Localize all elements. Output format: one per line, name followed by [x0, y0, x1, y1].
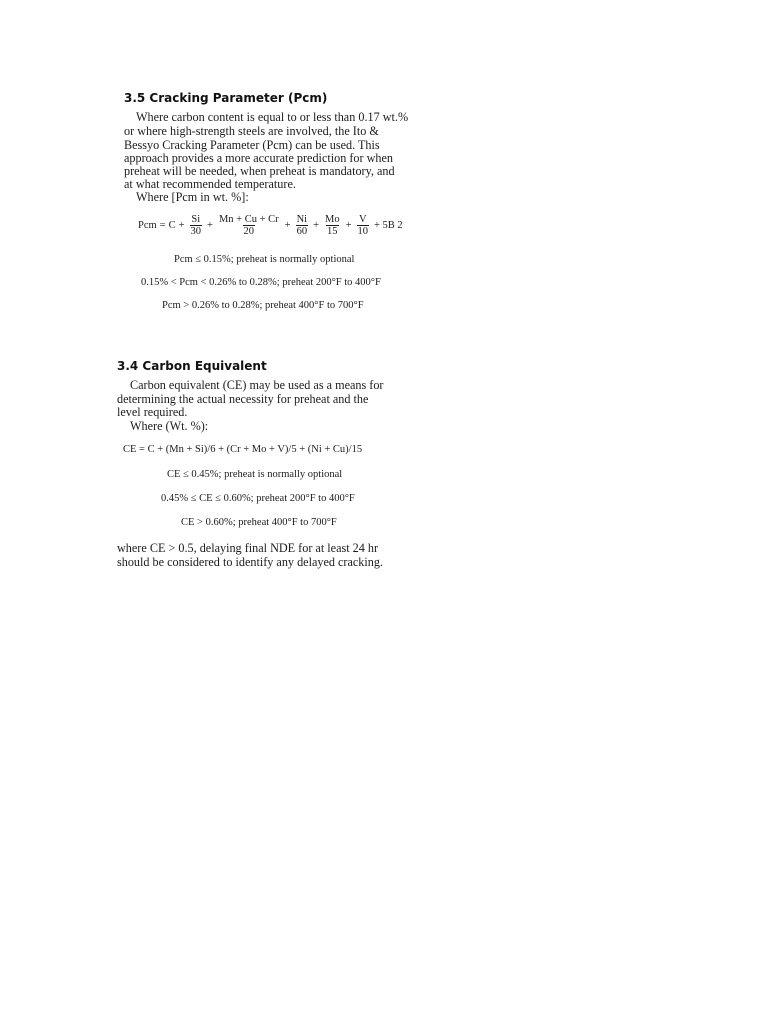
pcm-condition-1: Pcm ≤ 0.15%; preheat is normally optional [174, 254, 355, 265]
pcm-formula-plus: + [345, 220, 352, 231]
fraction-numerator: Ni [296, 214, 308, 225]
pcm-fraction-ni [296, 214, 309, 237]
ce-para-line-2: determining the actual necessity for preheat and the [117, 392, 369, 406]
fraction-numerator: Mo [324, 214, 340, 225]
fraction-numerator: V [358, 214, 367, 225]
fraction-numerator: Si [191, 214, 201, 225]
fraction-denominator: 15 [327, 226, 338, 237]
pcm-condition-2: 0.15% < Pcm < 0.26% to 0.28%; preheat 200°F to 400°F [141, 277, 381, 288]
pcm-para-line-3: Bessyo Cracking Parameter (Pcm) can be used. This [124, 138, 380, 152]
pcm-fraction-si [190, 214, 203, 237]
pcm-para-line-6: at what recommended temperature. [124, 177, 296, 191]
pcm-formula-plus: + [284, 220, 291, 231]
ce-closing-line-1: where CE > 0.5, delaying final NDE for at least 24 hr [117, 541, 379, 555]
ce-closing-line-2: should be considered to identify any delayed cracking. [117, 555, 384, 569]
pcm-where-line: Where [Pcm in wt. %]: [136, 190, 249, 204]
pcm-formula-plus: + [178, 220, 185, 231]
pcm-formula-lhs: Pcm [138, 220, 157, 231]
fraction-denominator: 10 [357, 226, 368, 237]
pcm-fraction-mo [324, 214, 341, 237]
ce-condition-1: CE ≤ 0.45%; preheat is normally optional [167, 469, 343, 480]
pcm-para-line-2: or where high-strength steels are involved, the Ito & [124, 124, 379, 138]
ce-where-line: Where (Wt. %): [130, 419, 209, 433]
pcm-para-line-5: preheat will be needed, when preheat is mandatory, and [124, 164, 395, 178]
pcm-formula-c: C [168, 220, 176, 231]
ce-condition-2: 0.45% ≤ CE ≤ 0.60%; preheat 200°F to 400°F [161, 493, 355, 504]
pcm-formula-plus: + [207, 220, 213, 231]
pcm-formula-equals: = [159, 220, 166, 231]
ce-formula: CE = C + (Mn + Si)/6 + (Cr + Mo + V)/5 + (Ni + Cu)/15 [123, 444, 363, 455]
pcm-fraction-mn-cu-cr [218, 214, 280, 237]
pcm-para-line-4: approach provides a more accurate prediction for when [124, 151, 394, 165]
pcm-condition-3: Pcm > 0.26% to 0.28%; preheat 400°F to 700°F [162, 300, 364, 311]
ce-para-line-1: Carbon equivalent (CE) may be used as a means for [130, 378, 384, 392]
pcm-fraction-v [357, 214, 370, 237]
pcm-formula-plus: + [313, 220, 319, 231]
section-heading-ce: 3.4 Carbon Equivalent [117, 359, 267, 373]
pcm-formula-tail: + 5B 2 [374, 220, 403, 231]
fraction-denominator: 60 [296, 226, 308, 237]
fraction-denominator: 20 [243, 226, 255, 237]
ce-para-line-3: level required. [117, 405, 188, 419]
section-heading-pcm: 3.5 Cracking Parameter (Pcm) [124, 91, 328, 105]
fraction-numerator: Mn + Cu + Cr [218, 214, 279, 225]
ce-condition-3: CE > 0.60%; preheat 400°F to 700°F [181, 517, 337, 528]
fraction-denominator: 30 [190, 226, 202, 237]
pcm-formula [138, 214, 406, 237]
pcm-para-line-1: Where carbon content is equal to or less than 0.17 wt.% [136, 110, 409, 124]
